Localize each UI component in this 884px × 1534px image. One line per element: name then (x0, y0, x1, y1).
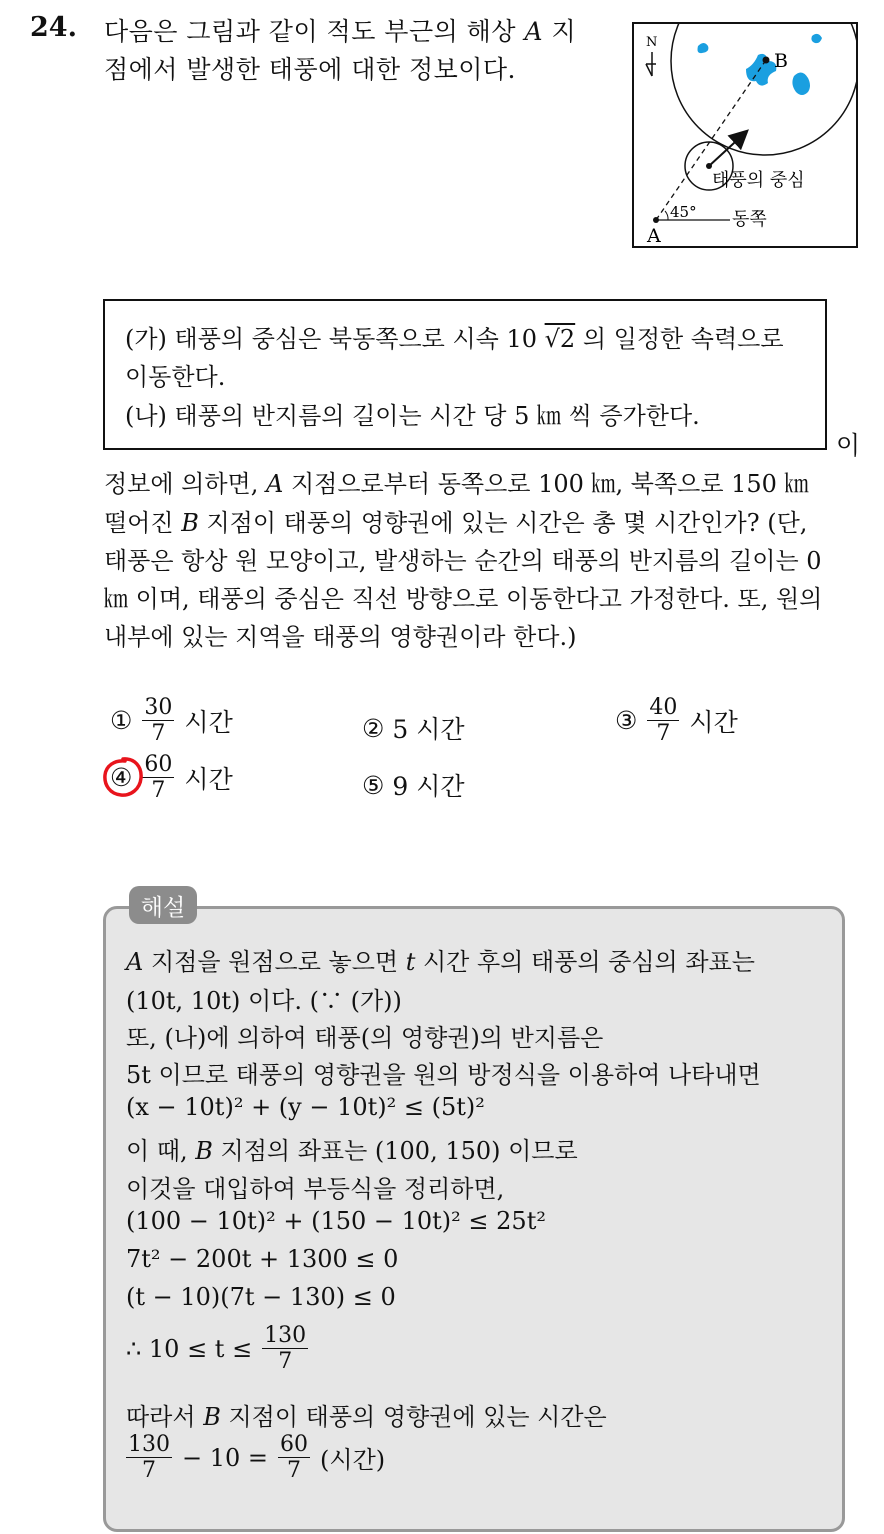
para-line-1: 정보에 의하면, A 지점으로부터 동쪽으로 100 ㎞, 북쪽으로 150 ㎞ (104, 470, 809, 498)
solution-line-2: (10t, 10t) 이다. (∵ (가)) (126, 987, 402, 1015)
north-label: N (646, 35, 658, 50)
solution-line-6: 이 때, B 지점의 좌표는 (100, 150) 이므로 (126, 1137, 578, 1165)
island-icon (746, 54, 776, 86)
solution-line-10: (t − 10)(7t − 130) ≤ 0 (126, 1283, 396, 1311)
north-arrow-icon (646, 52, 656, 76)
solution-line-13: $\frac{130}{7}$ − 10 = $\frac{60}{7}$ (시간) (128, 1432, 386, 1484)
para-line-4: ㎞ 이며, 태풍의 중심은 직선 방향으로 이동한다고 가정한다. 또, 원의 (104, 585, 823, 613)
para-line-3: 태풍은 항상 원 모양이고, 발생하는 순간의 태풍의 반지름의 길이는 0 (104, 547, 822, 575)
choice-2[interactable]: ② 5 시간 (362, 713, 465, 744)
island-icon (811, 34, 822, 43)
question-line-1: 다음은 그림과 같이 적도 부근의 해상 A 지 (104, 17, 577, 46)
typhoon-figure (632, 22, 858, 248)
island-icon (792, 72, 810, 95)
typhoon-diagram (634, 24, 856, 246)
para-line-2: 떨어진 B 지점이 태풍의 영향권에 있는 시간은 총 몇 시간인가? (단, (104, 509, 808, 537)
para-trailing-char: 이 (836, 431, 861, 460)
angle-label: 45° (670, 203, 697, 221)
solution-line-3: 또, (나)에 의하여 태풍(의 영향권)의 반지름은 (126, 1024, 604, 1052)
solution-tab: 해설 (129, 886, 197, 924)
para-line-5: 내부에 있는 지역을 태풍의 영향권이라 한다.) (104, 623, 577, 651)
east-label: 동쪽 (732, 209, 767, 230)
movement-arrow-icon (709, 132, 746, 166)
info-na: (나) 태풍의 반지름의 길이는 시간 당 5 ㎞ 씩 증가한다. (125, 402, 700, 430)
choice-4[interactable]: ④ $\frac{60}{7}$ 시간 (110, 753, 233, 802)
choice-4-mark: ④ (110, 763, 132, 792)
choice-3[interactable]: ③ $\frac{40}{7}$ 시간 (615, 695, 738, 747)
fraction: $\frac{130}{7}$ (128, 1432, 170, 1484)
island-icon (698, 43, 709, 53)
solution-line-7: 이것을 대입하여 부등식을 정리하면, (126, 1175, 505, 1203)
question-number: 24. (30, 12, 77, 43)
fraction: $\frac{60}{7}$ (280, 1432, 309, 1484)
fraction: $\frac{40}{7}$ (649, 695, 678, 747)
solution-line-4: 5t 이므로 태풍의 영향권을 원의 방정식을 이용하여 나타내면 (126, 1061, 761, 1089)
solution-line-12: 따라서 B 지점이 태풍의 영향권에 있는 시간은 (126, 1403, 607, 1431)
solution-line-8: (100 − 10t)² + (150 − 10t)² ≤ 25t² (126, 1207, 546, 1235)
large-typhoon-circle (671, 24, 856, 155)
fraction: $\frac{30}{7}$ (144, 695, 173, 747)
path-line (656, 60, 766, 220)
info-ga: (가) 태풍의 중심은 북동쪽으로 시속 10 √2 의 일정한 속력으로 (125, 325, 784, 353)
point-a-label: A (647, 225, 661, 246)
solution-line-11: ∴ 10 ≤ t ≤ $\frac{130}{7}$ (126, 1323, 307, 1375)
point-b-label: B (774, 50, 788, 72)
fraction: $\frac{60}{7}$ (144, 752, 173, 804)
choice-5[interactable]: ⑤ 9 시간 (362, 770, 465, 801)
center-label: 태풍의 중심 (712, 170, 805, 191)
solution-line-5: (x − 10t)² + (y − 10t)² ≤ (5t)² (126, 1093, 485, 1121)
question-line-2: 점에서 발생한 태풍에 대한 정보이다. (104, 55, 516, 84)
solution-line-1: A 지점을 원점으로 놓으면 t 시간 후의 태풍의 중심의 좌표는 (126, 948, 755, 976)
answer-circle-icon (100, 754, 146, 800)
info-box (103, 299, 827, 450)
choice-1[interactable]: ① $\frac{30}{7}$ 시간 (110, 695, 233, 747)
solution-line-9: 7t² − 200t + 1300 ≤ 0 (126, 1245, 399, 1273)
angle-arc (665, 211, 668, 220)
info-ga-line2: 이동한다. (125, 363, 226, 391)
fraction: $\frac{130}{7}$ (264, 1323, 307, 1375)
